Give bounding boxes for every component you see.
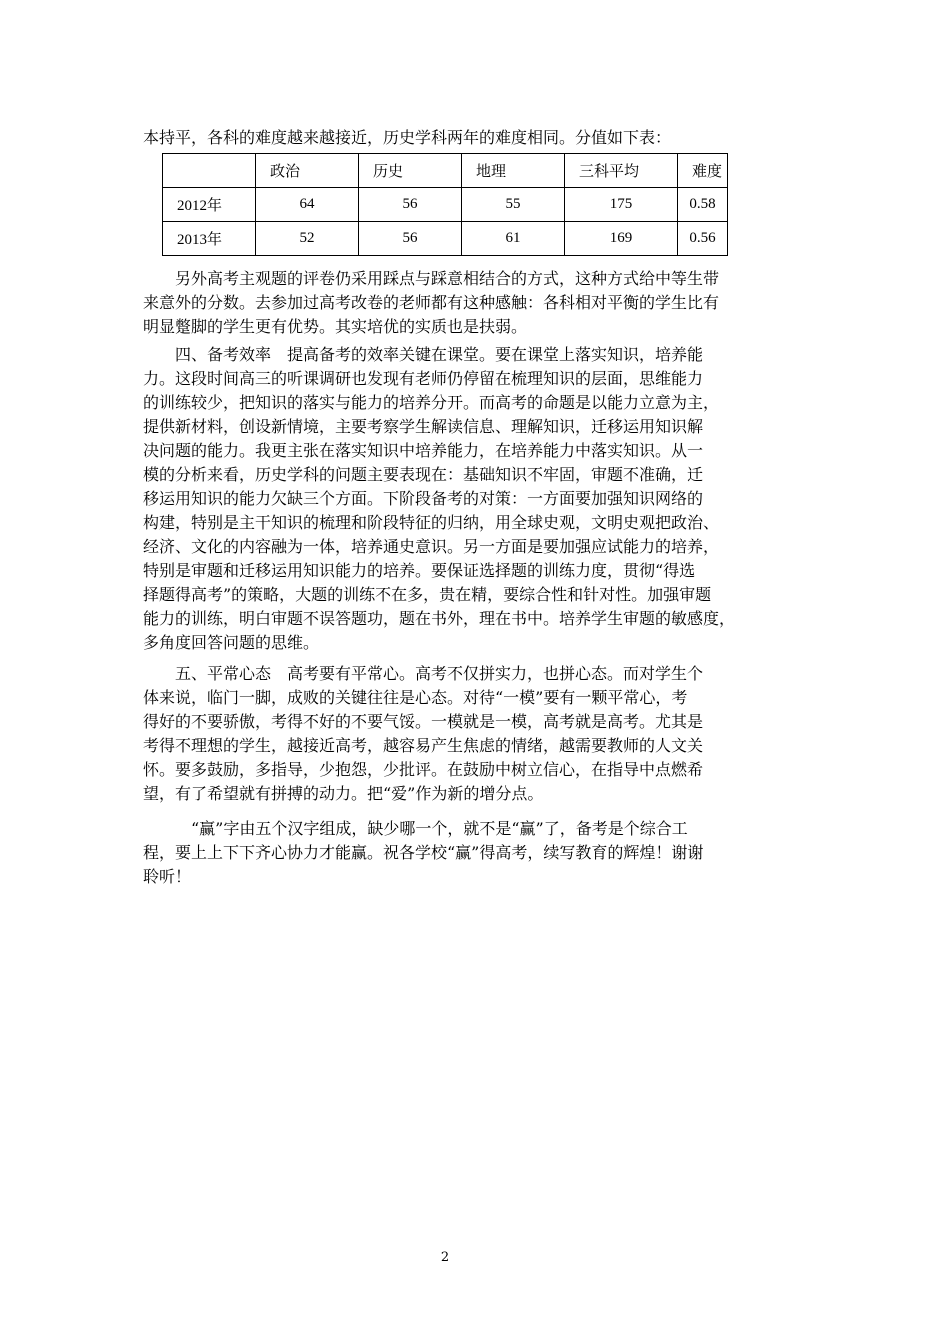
page-number: 2 (440, 1250, 450, 1265)
table-cell: 64 (256, 188, 359, 222)
table-header-cell: 难度 (678, 154, 728, 188)
table-cell: 175 (565, 188, 678, 222)
table-cell: 56 (359, 222, 462, 256)
paragraph-line: 得好的不要骄傲，考得不好的不要气馁。一模就是一模，高考就是高考。尤其是 (143, 712, 704, 731)
paragraph-line: 另外高考主观题的评卷仍采用踩点与踩意相结合的方式，这种方式给中等生带 (143, 269, 720, 288)
table-cell: 61 (462, 222, 565, 256)
paragraph-line: 程，要上上下下齐心协力才能赢。祝各学校“赢”得高考，续写教育的辉煌！谢谢 (143, 843, 704, 862)
intro-line: 本持平，各科的难度越来越接近，历史学科两年的难度相同。分值如下表： (143, 128, 672, 147)
paragraph-line: 构建，特别是主干知识的梳理和阶段特征的归纳，用全球史观，文明史观把政治、 (143, 513, 720, 532)
paragraph-scoring (143, 267, 743, 339)
table-header-cell: 政治 (256, 154, 359, 188)
table-cell-year: 2013年 (163, 222, 256, 256)
paragraph-line: 怀。要多鼓励，多指导，少抱怨，少批评。在鼓励中树立信心，在指导中点燃希 (143, 760, 704, 779)
paragraph-line: 特别是审题和迁移运用知识能力的培养。要保证选择题的训练力度，贯彻“得选 (143, 561, 696, 580)
table-row (163, 222, 728, 256)
score-table (162, 153, 728, 256)
table-header-cell: 历史 (359, 154, 462, 188)
paragraph-line: 望，有了希望就有拼搏的动力。把“爱”作为新的增分点。 (143, 784, 544, 803)
paragraph-mindset (143, 662, 743, 806)
paragraph-line: 聆听！ (143, 867, 192, 886)
table-cell: 56 (359, 188, 462, 222)
paragraph-line: 择题得高考”的策略，大题的训练不在多，贵在精，要综合性和针对性。加强审题 (143, 585, 712, 604)
paragraph-line: 考得不理想的学生，越接近高考，越容易产生焦虑的情绪，越需要教师的人文关 (143, 736, 704, 755)
table-header-cell (163, 154, 256, 188)
paragraph-line: 五、平常心态 高考要有平常心。高考不仅拼实力，也拼心态。而对学生个 (143, 664, 704, 683)
table-row (163, 188, 728, 222)
table-header-row (163, 154, 728, 188)
table-cell: 52 (256, 222, 359, 256)
paragraph-line: 的训练较少，把知识的落实与能力的培养分开。而高考的命题是以能力立意为主， (143, 393, 720, 412)
table-cell: 0.58 (678, 188, 728, 222)
paragraph-line: 四、备考效率 提高备考的效率关键在课堂。要在课堂上落实知识，培养能 (143, 345, 704, 364)
paragraph-line: 能力的训练，明白审题不误答题功，题在书外，理在书中。培养学生审题的敏感度， (143, 609, 736, 628)
paragraph-line: 决问题的能力。我更主张在落实知识中培养能力，在培养能力中落实知识。从一 (143, 441, 704, 460)
paragraph-line: 来意外的分数。去参加过高考改卷的老师都有这种感触：各科相对平衡的学生比有 (143, 293, 720, 312)
paragraph-line: “赢”字由五个汉字组成，缺少哪一个，就不是“赢”了，备考是个综合工 (143, 819, 688, 838)
paragraph-line: 经济、文化的内容融为一体，培养通史意识。另一方面是要加强应试能力的培养， (143, 537, 720, 556)
table-cell: 169 (565, 222, 678, 256)
paragraph-line: 体来说，临门一脚，成败的关键往往是心态。对待“一模”要有一颗平常心，考 (143, 688, 688, 707)
paragraph-efficiency (143, 343, 743, 655)
paragraph-line: 明显蹩脚的学生更有优势。其实培优的实质也是扶弱。 (143, 317, 528, 336)
table-cell: 55 (462, 188, 565, 222)
paragraph-line: 多角度回答问题的思维。 (143, 633, 320, 652)
paragraph-closing (143, 817, 743, 889)
table-cell-year: 2012年 (163, 188, 256, 222)
table-header-cell: 三科平均 (565, 154, 678, 188)
paragraph-line: 模的分析来看，历史学科的问题主要表现在：基础知识不牢固，审题不准确，迁 (143, 465, 704, 484)
paragraph-line: 力。这段时间高三的听课调研也发现有老师仍停留在梳理知识的层面，思维能力 (143, 369, 704, 388)
paragraph-line: 移运用知识的能力欠缺三个方面。下阶段备考的对策：一方面要加强知识网络的 (143, 489, 704, 508)
table-header-cell: 地理 (462, 154, 565, 188)
table-cell: 0.56 (678, 222, 728, 256)
paragraph-line: 提供新材料，创设新情境，主要考察学生解读信息、理解知识，迁移运用知识解 (143, 417, 704, 436)
